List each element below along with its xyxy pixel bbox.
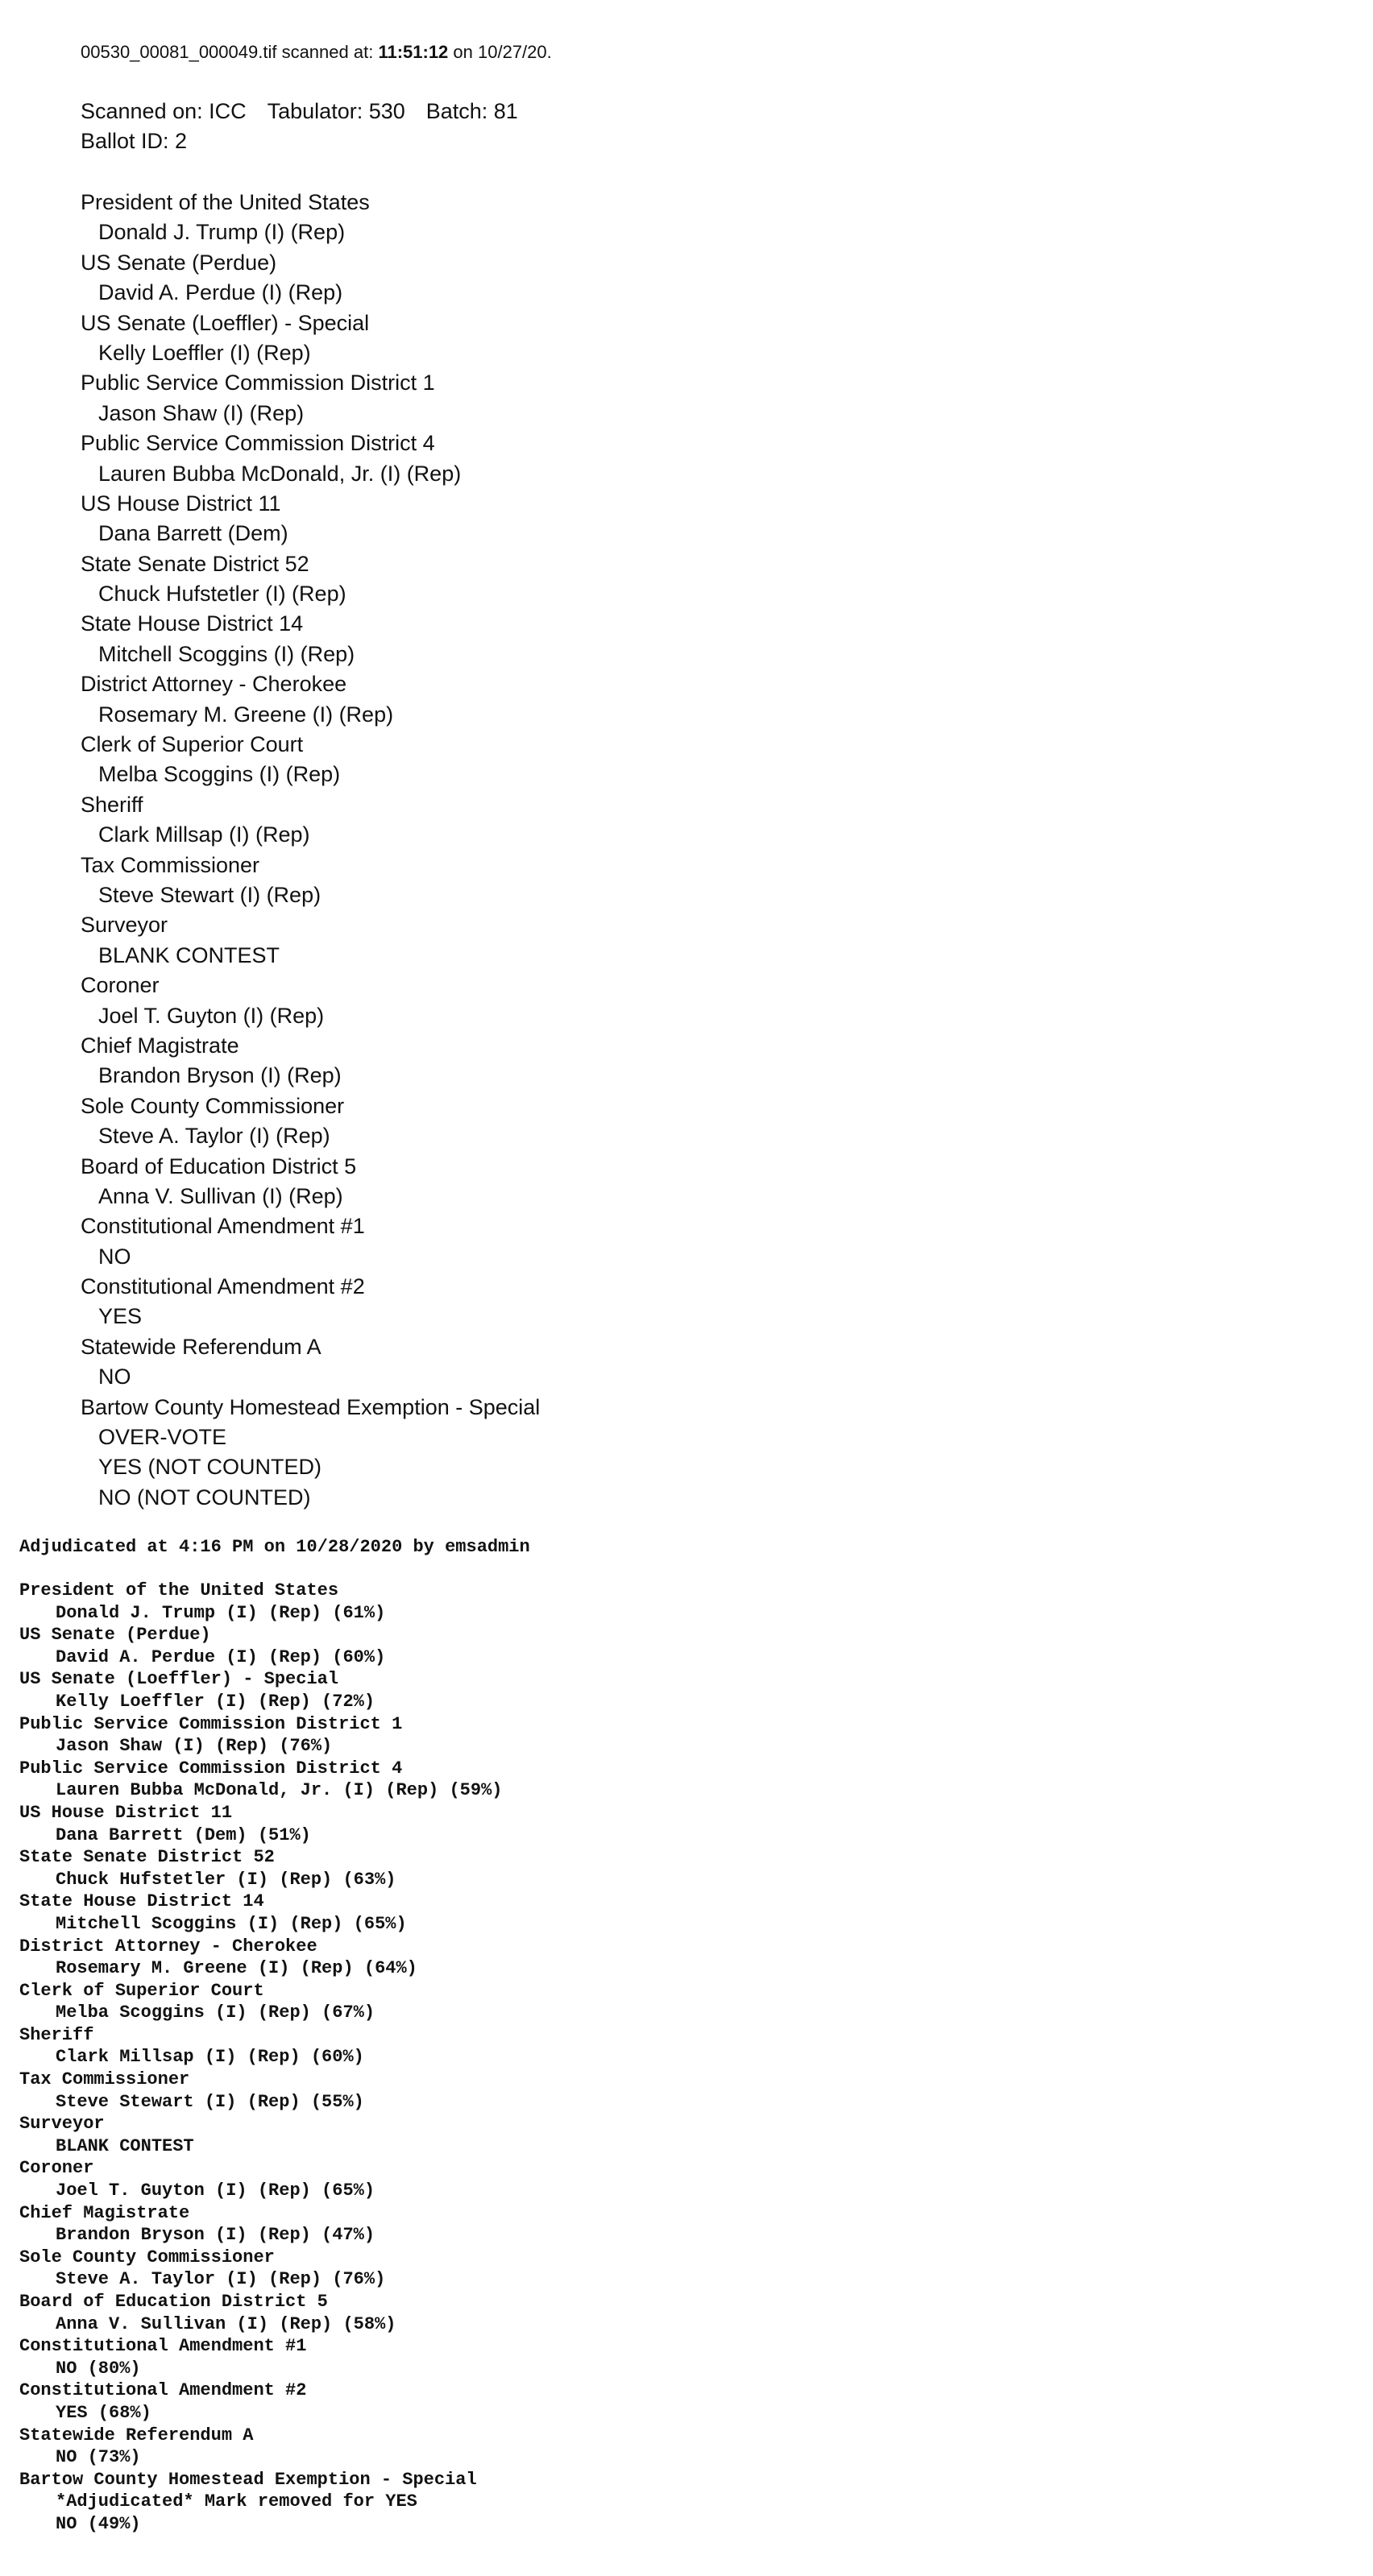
tabulator: Tabulator: 530	[267, 99, 405, 123]
adjudication-contest-choice: NO (49%)	[56, 2513, 141, 2534]
scanned-on: Scanned on: ICC	[81, 99, 247, 123]
scan-contest-choice: Joel T. Guyton (I) (Rep)	[98, 1003, 325, 1028]
adjudication-contest-title: Clerk of Superior Court	[19, 1980, 264, 2001]
scan-contest-choice: Chuck Hufstetler (I) (Rep)	[98, 582, 346, 607]
adjudication-contest-choice: Anna V. Sullivan (I) (Rep) (58%)	[56, 2313, 396, 2334]
scan-contest-choice: Jason Shaw (I) (Rep)	[98, 400, 305, 425]
scan-contest-choice: Steve Stewart (I) (Rep)	[98, 882, 321, 907]
scan-contest-title: Surveyor	[81, 913, 168, 938]
scanner-info-line	[81, 97, 1289, 126]
adjudication-contest-title: Sole County Commissioner	[19, 2247, 275, 2267]
scan-contest-title: Bartow County Homestead Exemption - Special	[81, 1394, 541, 1419]
scan-contest-choice: Rosemary M. Greene (I) (Rep)	[98, 702, 394, 727]
scan-contest-title: Sheriff	[81, 792, 143, 817]
scan-date: on 10/27/20.	[448, 42, 552, 62]
adjudication-contest-title: Chief Magistrate	[19, 2202, 190, 2223]
scan-contest-choice: Dana Barrett (Dem)	[98, 521, 288, 546]
adjudication-contest-choice: Joel T. Guyton (I) (Rep) (65%)	[56, 2180, 375, 2201]
scan-contest-choice: Brandon Bryson (I) (Rep)	[98, 1063, 342, 1088]
scan-contest-choice: David A. Perdue (I) (Rep)	[98, 280, 343, 305]
scan-contest-choice: Mitchell Scoggins (I) (Rep)	[98, 641, 355, 666]
scan-contest-title: US Senate (Loeffler) - Special	[81, 310, 370, 335]
adjudication-contest-title: Surveyor	[19, 2114, 105, 2135]
scan-contest-choice: YES (NOT COUNTED)	[98, 1455, 322, 1480]
scan-contest-title: Board of Education District 5	[81, 1153, 357, 1178]
scan-contest-choice: BLANK CONTEST	[98, 942, 280, 967]
adjudication-contest-title: Statewide Referendum A	[19, 2425, 254, 2446]
scan-contest-title: Chief Magistrate	[81, 1033, 239, 1058]
scan-contest-title: Sole County Commissioner	[81, 1093, 345, 1118]
scan-contest-choice: OVER-VOTE	[98, 1425, 227, 1450]
adjudication-contest-list	[19, 1580, 1309, 2536]
scan-contest-title: Public Service Commission District 1	[81, 371, 435, 396]
adjudication-contest-title: Public Service Commission District 4	[19, 1758, 403, 1779]
adjudication-contest-title: Bartow County Homestead Exemption - Special	[19, 2469, 477, 2490]
adjudication-contest-title: District Attorney - Cherokee	[19, 1936, 317, 1957]
adjudication-contest-choice: Chuck Hufstetler (I) (Rep) (63%)	[56, 1869, 396, 1890]
adjudication-contest-title: State House District 14	[19, 1891, 264, 1912]
adjudication-contest-title: Public Service Commission District 1	[19, 1713, 403, 1734]
scan-contest-choice: Anna V. Sullivan (I) (Rep)	[98, 1183, 343, 1208]
scan-contest-choice: Melba Scoggins (I) (Rep)	[98, 762, 341, 787]
adjudication-contest-choice: Mitchell Scoggins (I) (Rep) (65%)	[56, 1913, 407, 1934]
scan-contest-title: State House District 14	[81, 611, 304, 636]
adjudication-contest-choice: Lauren Bubba McDonald, Jr. (I) (Rep) (59%)	[56, 1780, 503, 1801]
scan-contest-choice: Steve A. Taylor (I) (Rep)	[98, 1124, 330, 1149]
adjudication-contest-title: Sheriff	[19, 2024, 94, 2045]
adjudication-contest-title: President of the United States	[19, 1580, 339, 1601]
scan-contest-title: US House District 11	[81, 491, 281, 516]
adjudication-contest-choice: Donald J. Trump (I) (Rep) (61%)	[56, 1602, 386, 1623]
adjudication-contest-title: Constitutional Amendment #1	[19, 2336, 307, 2357]
adjudication-contest-choice: NO (73%)	[56, 2447, 141, 2468]
scan-contest-choice: NO (NOT COUNTED)	[98, 1485, 311, 1510]
scan-contest-title: Clerk of Superior Court	[81, 732, 304, 757]
adjudication-record	[19, 1535, 1309, 2536]
scan-contest-choice: Donald J. Trump (I) (Rep)	[98, 220, 346, 245]
scan-contest-title: Coroner	[81, 973, 160, 998]
adjudication-contest-title: State Senate District 52	[19, 1847, 275, 1868]
adjudication-contest-choice: NO (80%)	[56, 2358, 141, 2379]
adjudication-contest-choice: Steve A. Taylor (I) (Rep) (76%)	[56, 2269, 386, 2290]
adjudication-contest-choice: David A. Perdue (I) (Rep) (60%)	[56, 1646, 386, 1667]
scan-filename: 00530_00081_000049.tif scanned at:	[81, 42, 379, 62]
adjudication-contest-choice: Rosemary M. Greene (I) (Rep) (64%)	[56, 1958, 417, 1979]
scan-time: 11:51:12	[378, 42, 449, 62]
adjudication-contest-title: US Senate (Perdue)	[19, 1625, 211, 1646]
batch: Batch: 81	[425, 99, 518, 123]
scan-contest-choice: Kelly Loeffler (I) (Rep)	[98, 340, 311, 365]
scan-contest-choice: Clark Millsap (I) (Rep)	[98, 822, 310, 847]
adjudication-contest-choice: Melba Scoggins (I) (Rep) (67%)	[56, 2002, 375, 2023]
ballot-id: Ballot ID: 2	[81, 129, 188, 153]
scan-contest-title: President of the United States	[81, 190, 370, 214]
adjudication-contest-title: US House District 11	[19, 1802, 233, 1823]
scan-contest-choice: Lauren Bubba McDonald, Jr. (I) (Rep)	[98, 461, 462, 486]
scan-contest-title: Constitutional Amendment #2	[81, 1274, 365, 1299]
adjudication-contest-title: Board of Education District 5	[19, 2292, 328, 2312]
scan-contest-choice: NO	[98, 1365, 131, 1389]
adjudication-header: Adjudicated at 4:16 PM on 10/28/2020 by emsadmin	[19, 1537, 530, 1557]
scan-contest-title: Constitutional Amendment #1	[81, 1214, 365, 1239]
adjudication-contest-choice: YES (68%)	[56, 2402, 151, 2423]
contest-list	[81, 188, 1289, 1513]
scan-contest-title: Public Service Commission District 4	[81, 431, 435, 456]
adjudication-contest-choice: Brandon Bryson (I) (Rep) (47%)	[56, 2225, 375, 2246]
adjudication-contest-title: Constitutional Amendment #2	[19, 2380, 307, 2401]
adjudication-contest-title: US Senate (Loeffler) - Special	[19, 1669, 339, 1690]
scan-contest-choice: NO	[98, 1244, 131, 1269]
scan-contest-choice: YES	[98, 1304, 143, 1329]
adjudication-contest-choice: BLANK CONTEST	[56, 2135, 194, 2156]
scan-contest-title: District Attorney - Cherokee	[81, 672, 347, 697]
adjudication-contest-choice: Clark Millsap (I) (Rep) (60%)	[56, 2047, 364, 2068]
adjudication-contest-choice: Kelly Loeffler (I) (Rep) (72%)	[56, 1691, 375, 1712]
adjudication-contest-choice: Dana Barrett (Dem) (51%)	[56, 1824, 311, 1845]
scan-header-line	[81, 40, 1289, 64]
adjudication-contest-choice: *Adjudicated* Mark removed for YES	[56, 2491, 417, 2512]
scan-contest-title: State Senate District 52	[81, 551, 309, 576]
scan-contest-title: US Senate (Perdue)	[81, 250, 277, 275]
adjudication-contest-title: Coroner	[19, 2158, 94, 2179]
ballot-metadata	[81, 97, 1289, 156]
adjudication-contest-choice: Steve Stewart (I) (Rep) (55%)	[56, 2091, 364, 2112]
scan-record	[81, 40, 1289, 1513]
scan-contest-title: Tax Commissioner	[81, 852, 260, 877]
scan-contest-title: Statewide Referendum A	[81, 1334, 321, 1359]
adjudication-contest-choice: Jason Shaw (I) (Rep) (76%)	[56, 1736, 333, 1757]
adjudication-contest-title: Tax Commissioner	[19, 2069, 190, 2090]
